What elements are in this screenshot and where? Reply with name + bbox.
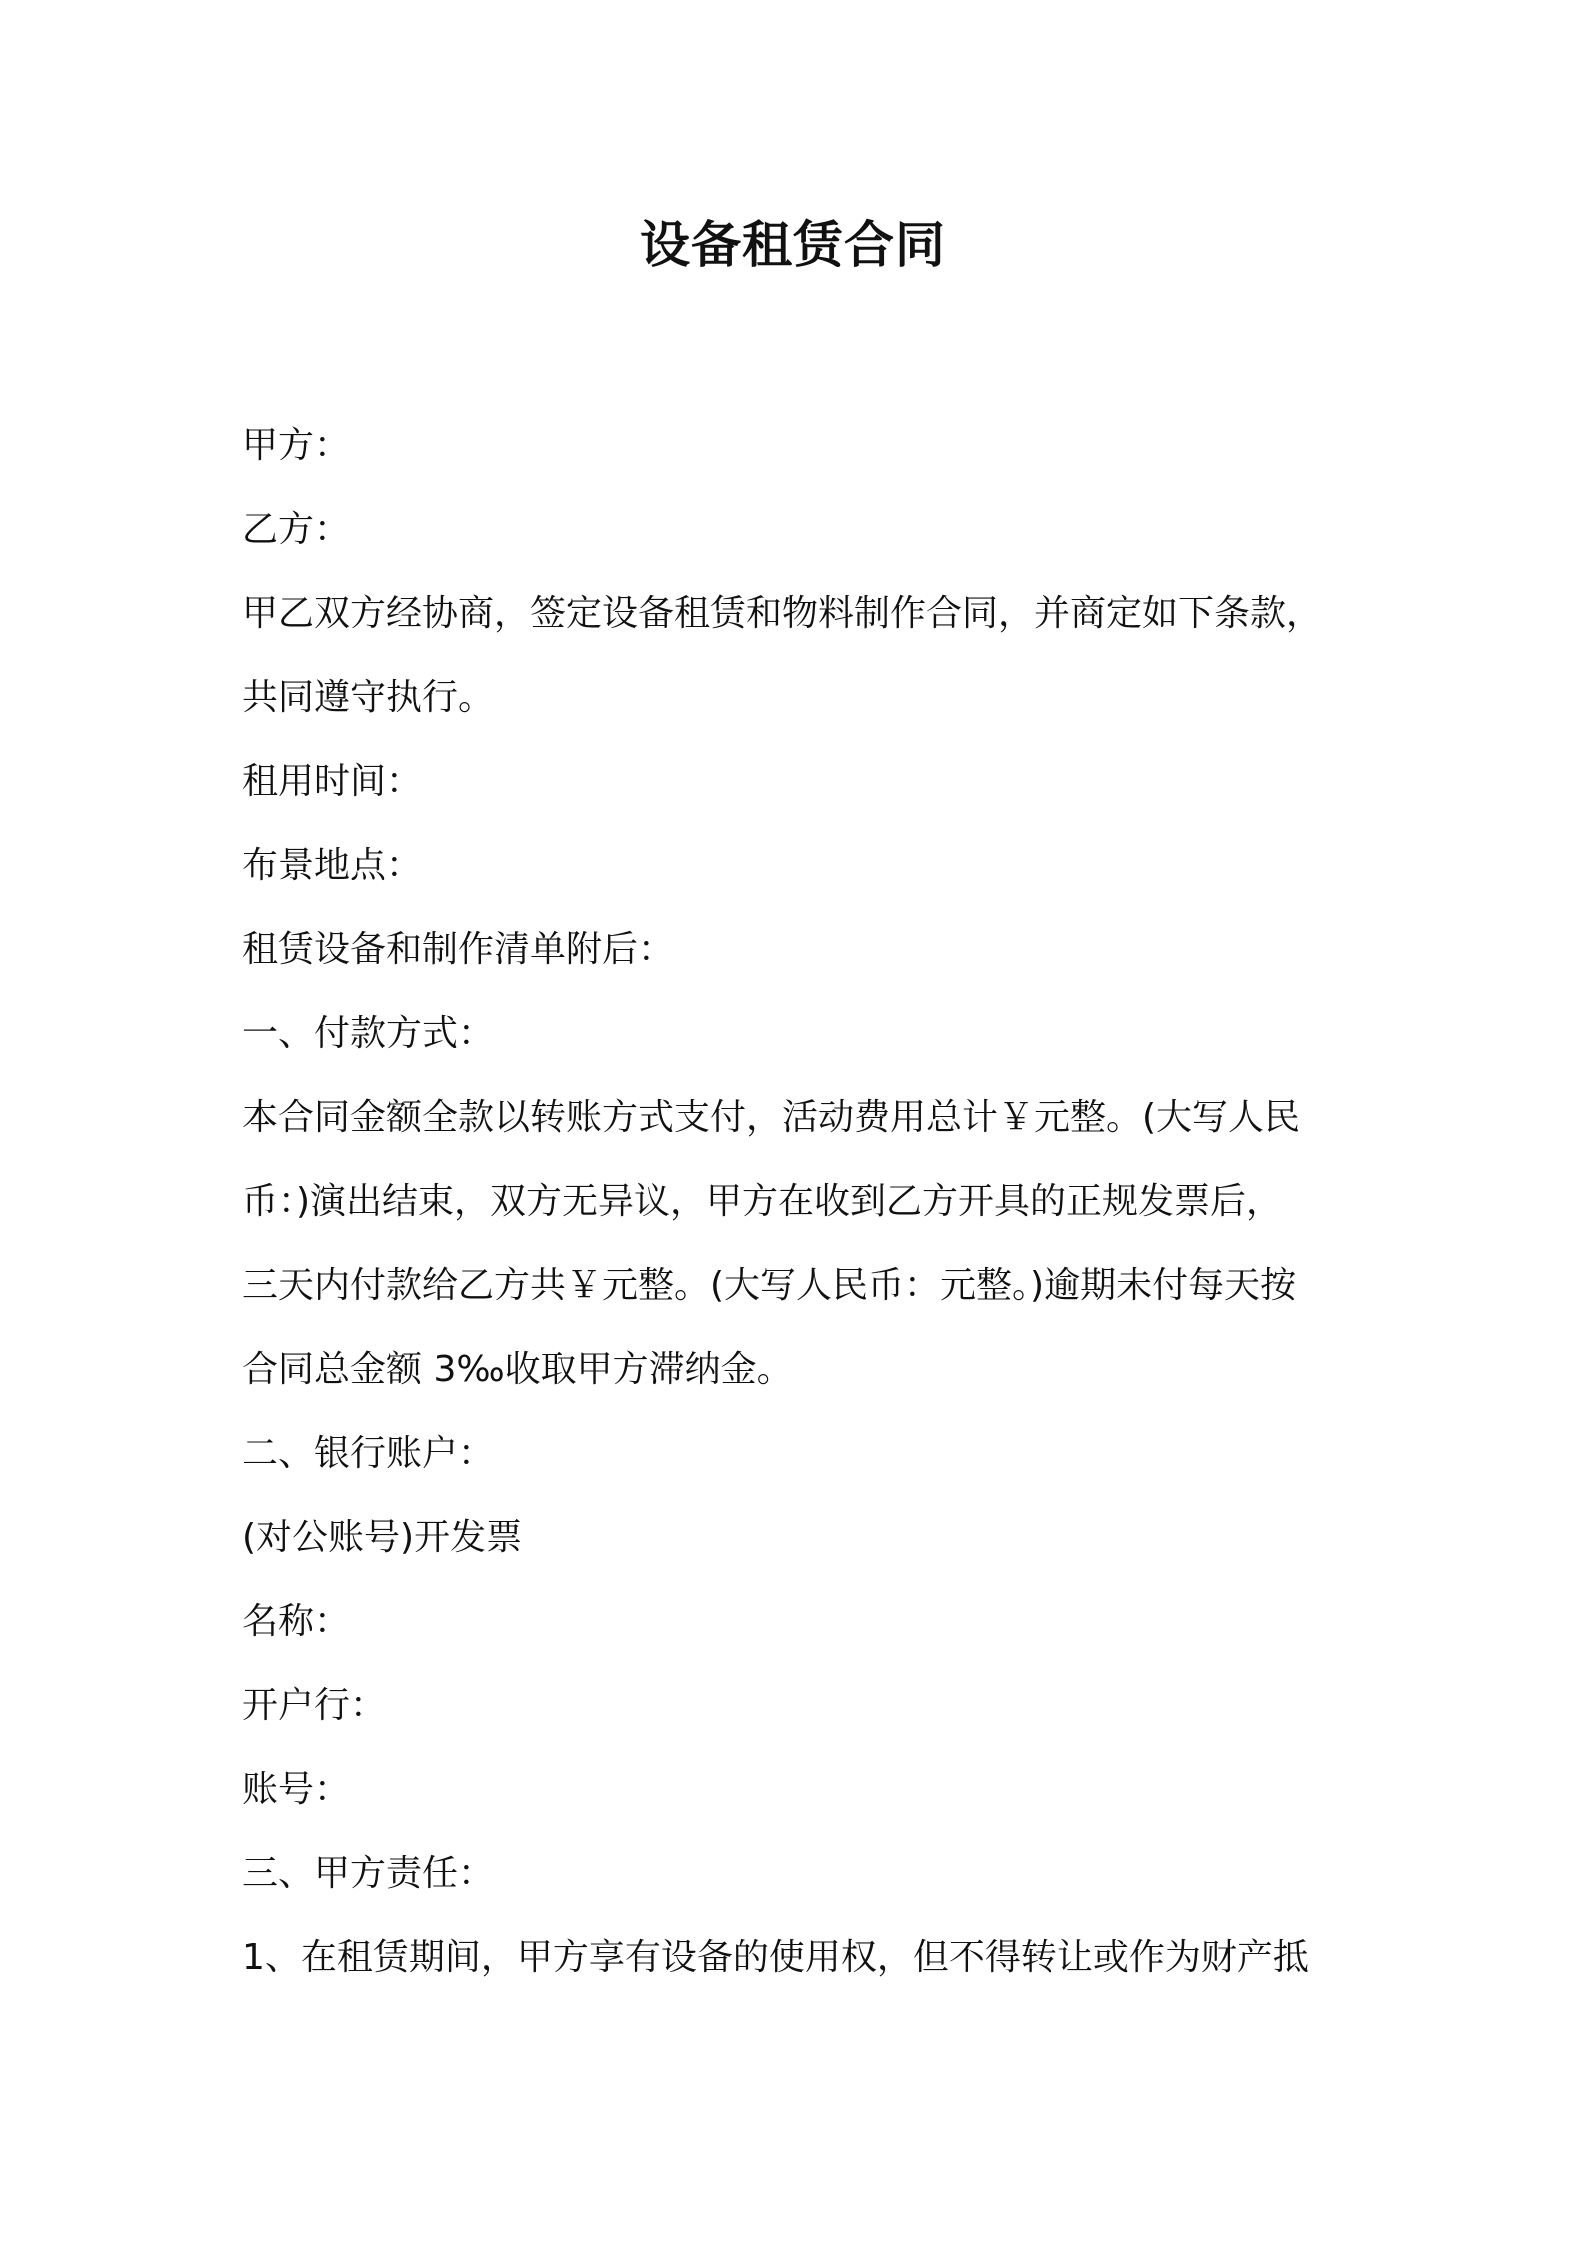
party-a-line: 甲方： xyxy=(242,425,351,466)
equipment-list-line: 租赁设备和制作清单附后： xyxy=(242,929,675,970)
document-title: 设备租赁合同 xyxy=(640,216,946,274)
payment-paragraph-line-4: 合同总金额 3‰收取甲方滞纳金。 xyxy=(242,1349,793,1390)
payment-paragraph-line-1: 本合同金额全款以转账方式支付，活动费用总计￥元整。(大写人民 xyxy=(242,1097,1301,1138)
rental-time-line: 租用时间： xyxy=(242,761,423,802)
section-heading-party-a-duties: 三、甲方责任： xyxy=(242,1853,495,1894)
document-body xyxy=(242,404,1372,2000)
section-heading-bank-account: 二、银行账户： xyxy=(242,1433,495,1474)
party-b-line: 乙方： xyxy=(242,509,351,550)
bank-branch-line: 开户行： xyxy=(242,1685,387,1726)
payment-paragraph-line-3: 三天内付款给乙方共￥元整。(大写人民币：元整。)逾期未付每天按 xyxy=(242,1265,1297,1306)
duty-item-1-line: 1、在租赁期间，甲方享有设备的使用权，但不得转让或作为财产抵 xyxy=(242,1937,1309,1978)
account-number-line: 账号： xyxy=(242,1769,351,1810)
invoice-note-line: (对公账号)开发票 xyxy=(242,1517,523,1558)
account-name-line: 名称： xyxy=(242,1601,351,1642)
intro-paragraph-line-2: 共同遵守执行。 xyxy=(242,677,495,718)
venue-line: 布景地点： xyxy=(242,845,423,886)
intro-paragraph-line-1: 甲乙双方经协商，签定设备租赁和物料制作合同，并商定如下条款， xyxy=(242,593,1323,634)
payment-paragraph-line-2: 币：)演出结束，双方无异议，甲方在收到乙方开具的正规发票后， xyxy=(242,1181,1283,1222)
section-heading-payment: 一、付款方式： xyxy=(242,1013,495,1054)
